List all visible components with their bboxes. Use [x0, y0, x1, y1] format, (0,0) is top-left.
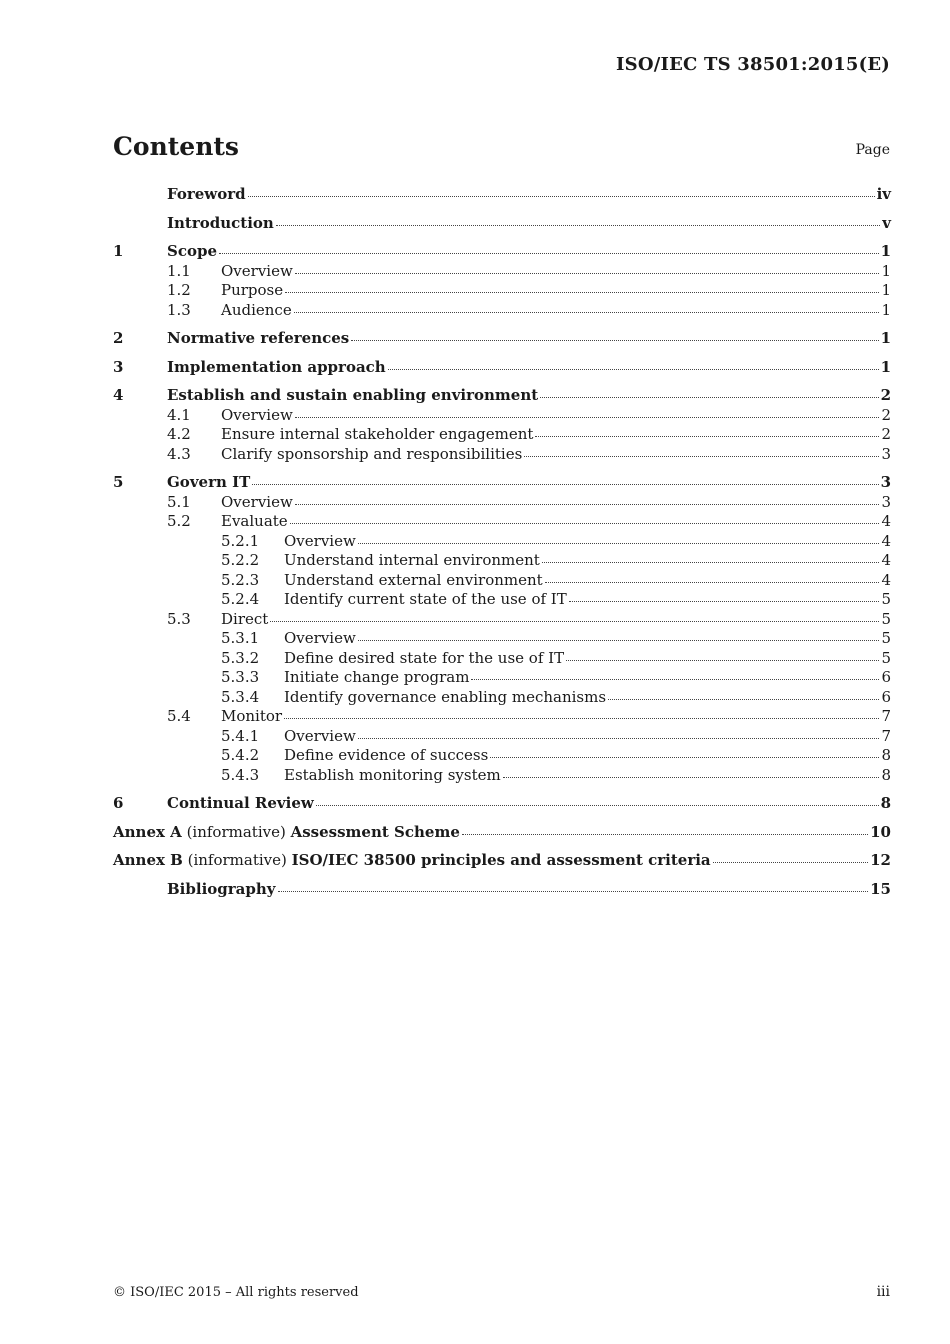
dot-leader — [462, 834, 868, 835]
dot-leader — [284, 718, 879, 719]
toc-entry-title: Bibliography — [167, 879, 276, 898]
toc-entry[interactable] — [113, 668, 891, 688]
toc-entry-number: 5.4.2 — [221, 746, 260, 764]
dot-leader — [471, 679, 879, 680]
toc-entry[interactable] — [113, 242, 891, 262]
dot-leader — [276, 225, 880, 226]
toc-entry-title: Overview — [284, 531, 356, 550]
toc-entry-title: Implementation approach — [167, 357, 386, 376]
dot-leader — [295, 273, 880, 274]
toc-entry-number: 4 — [113, 386, 124, 404]
toc-entry-title: Ensure internal stakeholder engagement — [221, 425, 534, 443]
toc-entry-page: 8 — [881, 765, 891, 784]
toc-entry-page: 1 — [881, 261, 891, 280]
toc-entry-number: 1.3 — [167, 300, 191, 319]
dot-leader — [294, 312, 880, 313]
toc-entry[interactable] — [113, 727, 891, 747]
toc-entry[interactable] — [113, 551, 891, 571]
toc-entry[interactable] — [113, 707, 891, 727]
toc-entry-title: Scope — [167, 242, 218, 260]
toc-entry[interactable] — [113, 610, 891, 630]
toc-entry-page: 2 — [880, 386, 891, 404]
toc-entry-page: 4 — [881, 512, 891, 530]
page-title: Contents — [113, 132, 240, 161]
toc-entry-number: 5.4.3 — [221, 765, 260, 784]
toc-entry-page: v — [882, 213, 891, 232]
toc-entry-number: 5.1 — [167, 492, 191, 511]
toc-entry-page: 6 — [881, 687, 891, 706]
annex-type: (informative) — [181, 822, 291, 841]
toc-entry-title: Foreword — [167, 185, 246, 203]
toc-entry-number: 5.3 — [167, 609, 191, 628]
toc-entry-page: 1 — [880, 329, 891, 347]
copyright-footer: © ISO/IEC 2015 – All rights reserved — [113, 1285, 359, 1300]
toc-entry[interactable] — [113, 473, 891, 493]
toc-entry-page: 1 — [881, 300, 891, 319]
toc-entry-page: 12 — [870, 851, 891, 869]
toc-entry-page: 1 — [880, 357, 891, 376]
toc-entry-title: Define evidence of success — [284, 746, 489, 764]
toc-entry-title: Overview — [284, 726, 356, 745]
toc-entry-page: 7 — [881, 726, 891, 745]
dot-leader — [316, 805, 879, 806]
toc-entry-number: 4.1 — [167, 405, 191, 424]
toc-entry-title: Purpose — [221, 281, 284, 299]
toc-entry-number: 5.3.2 — [221, 648, 260, 667]
toc-entry[interactable] — [113, 649, 891, 669]
table-of-contents — [113, 185, 891, 899]
toc-entry-title: Evaluate — [221, 512, 288, 530]
dot-leader — [358, 738, 880, 739]
toc-entry-page: 3 — [880, 473, 891, 491]
toc-entry-number: 1 — [113, 242, 124, 260]
toc-entry-number: 2 — [113, 329, 124, 347]
dot-leader — [608, 699, 879, 700]
toc-entry-page: 3 — [881, 492, 891, 511]
dot-leader — [278, 891, 869, 892]
toc-entry-number: 5.3.1 — [221, 629, 260, 647]
toc-entry-page: 4 — [881, 531, 891, 550]
toc-entry-number: 1.2 — [167, 281, 191, 299]
toc-entry-number: 5.2.1 — [221, 531, 260, 550]
dot-leader — [490, 757, 879, 758]
toc-entry-title: Establish monitoring system — [284, 765, 501, 784]
toc-entry[interactable] — [113, 281, 891, 301]
toc-entry[interactable] — [113, 512, 891, 532]
toc-entry-number: 4.2 — [167, 425, 191, 443]
toc-entry-page: 4 — [881, 551, 891, 569]
dot-leader — [285, 292, 879, 293]
document-id: ISO/IEC TS 38501:2015(E) — [616, 54, 890, 75]
toc-entry-title: Initiate change program — [284, 668, 470, 686]
toc-entry-title — [113, 851, 711, 871]
dot-leader — [535, 436, 879, 437]
toc-entry-page: 2 — [881, 425, 891, 443]
toc-entry-title: Overview — [284, 629, 356, 647]
toc-entry[interactable] — [113, 214, 891, 234]
toc-entry-title: Normative references — [167, 329, 350, 347]
dot-leader — [219, 253, 879, 254]
dot-leader — [503, 777, 880, 778]
dot-leader — [524, 456, 879, 457]
toc-entry-number: 5.2.3 — [221, 570, 260, 589]
annex-label: Annex A — [113, 822, 182, 841]
toc-entry[interactable] — [113, 851, 891, 871]
toc-entry[interactable] — [113, 358, 891, 378]
toc-entry-title: Understand internal environment — [284, 551, 540, 569]
toc-entry[interactable] — [113, 493, 891, 513]
toc-entry[interactable] — [113, 823, 891, 843]
dot-leader — [388, 369, 879, 370]
toc-entry[interactable] — [113, 445, 891, 465]
toc-entry[interactable] — [113, 425, 891, 445]
toc-entry-page: 8 — [881, 746, 891, 764]
dot-leader — [566, 660, 879, 661]
toc-entry[interactable] — [113, 688, 891, 708]
toc-entry-number: 5.3.4 — [221, 687, 260, 706]
toc-entry-number: 5.4.1 — [221, 726, 260, 745]
dot-leader — [542, 562, 880, 563]
dot-leader — [358, 543, 880, 544]
dot-leader — [248, 196, 875, 197]
toc-entry-title: Identify current state of the use of IT — [284, 590, 567, 608]
toc-entry-title: Understand external environment — [284, 570, 543, 589]
toc-entry[interactable] — [113, 386, 891, 406]
dot-leader — [295, 417, 880, 418]
toc-entry-page: 7 — [881, 707, 891, 725]
toc-entry-page: iv — [876, 185, 891, 203]
toc-entry-number: 5 — [113, 473, 124, 491]
toc-entry-title: Overview — [221, 492, 293, 511]
toc-entry-number: 3 — [113, 357, 124, 376]
dot-leader — [295, 504, 880, 505]
dot-leader — [290, 523, 880, 524]
toc-entry-page: 10 — [870, 822, 891, 841]
toc-entry-number: 5.2.4 — [221, 590, 260, 608]
toc-entry[interactable] — [113, 880, 891, 900]
toc-entry-title: Establish and sustain enabling environment — [167, 386, 539, 404]
toc-entry-page: 5 — [881, 629, 891, 647]
toc-entry[interactable] — [113, 794, 891, 814]
toc-entry[interactable] — [113, 329, 891, 349]
dot-leader — [252, 484, 878, 485]
toc-entry-title: Clarify sponsorship and responsibilities — [221, 444, 523, 463]
toc-entry-title: Identify governance enabling mechanisms — [284, 687, 607, 706]
toc-entry-number: 6 — [113, 794, 124, 812]
toc-entry-title — [113, 823, 460, 843]
toc-entry[interactable] — [113, 185, 891, 205]
toc-entry-number: 5.3.3 — [221, 668, 260, 686]
annex-type: (informative) — [182, 851, 292, 869]
annex-title: Assessment Scheme — [290, 822, 460, 841]
annex-title: ISO/IEC 38500 principles and assessment criteria — [291, 851, 711, 869]
toc-entry-title: Direct — [221, 609, 269, 628]
dot-leader — [569, 601, 880, 602]
toc-entry[interactable] — [113, 629, 891, 649]
dot-leader — [270, 621, 879, 622]
toc-entry-title: Audience — [221, 300, 292, 319]
toc-entry[interactable] — [113, 571, 891, 591]
toc-entry-page: 3 — [881, 444, 891, 463]
toc-entry-page: 5 — [881, 609, 891, 628]
toc-entry-page: 4 — [881, 570, 891, 589]
toc-entry-title: Govern IT — [167, 473, 251, 491]
dot-leader — [713, 862, 868, 863]
toc-entry-page: 5 — [881, 590, 891, 608]
toc-entry[interactable] — [113, 262, 891, 282]
toc-entry-title: Continual Review — [167, 794, 314, 812]
dot-leader — [358, 640, 880, 641]
dot-leader — [545, 582, 880, 583]
toc-entry-title: Introduction — [167, 213, 274, 232]
toc-entry-page: 1 — [880, 242, 891, 260]
toc-entry-title: Define desired state for the use of IT — [284, 648, 565, 667]
page-number: iii — [876, 1284, 890, 1300]
toc-entry-title: Overview — [221, 405, 293, 424]
page-column-label: Page — [855, 142, 890, 158]
toc-entry-page: 5 — [881, 648, 891, 667]
dot-leader — [540, 397, 878, 398]
toc-entry[interactable] — [113, 406, 891, 426]
toc-entry-number: 5.2.2 — [221, 551, 260, 569]
toc-entry-page: 6 — [881, 668, 891, 686]
toc-entry[interactable] — [113, 532, 891, 552]
toc-entry[interactable] — [113, 766, 891, 786]
toc-entry-page: 2 — [881, 405, 891, 424]
toc-entry-number: 5.4 — [167, 707, 191, 725]
toc-entry[interactable] — [113, 301, 891, 321]
annex-label: Annex B — [113, 851, 183, 869]
toc-entry-page: 8 — [880, 794, 891, 812]
toc-entry-page: 1 — [881, 281, 891, 299]
toc-entry[interactable] — [113, 746, 891, 766]
toc-entry-page: 15 — [870, 879, 891, 898]
dot-leader — [351, 340, 878, 341]
toc-entry[interactable] — [113, 590, 891, 610]
toc-entry-title: Overview — [221, 261, 293, 280]
toc-entry-number: 1.1 — [167, 261, 191, 280]
toc-entry-number: 5.2 — [167, 512, 191, 530]
toc-entry-title: Monitor — [221, 707, 283, 725]
toc-entry-number: 4.3 — [167, 444, 191, 463]
